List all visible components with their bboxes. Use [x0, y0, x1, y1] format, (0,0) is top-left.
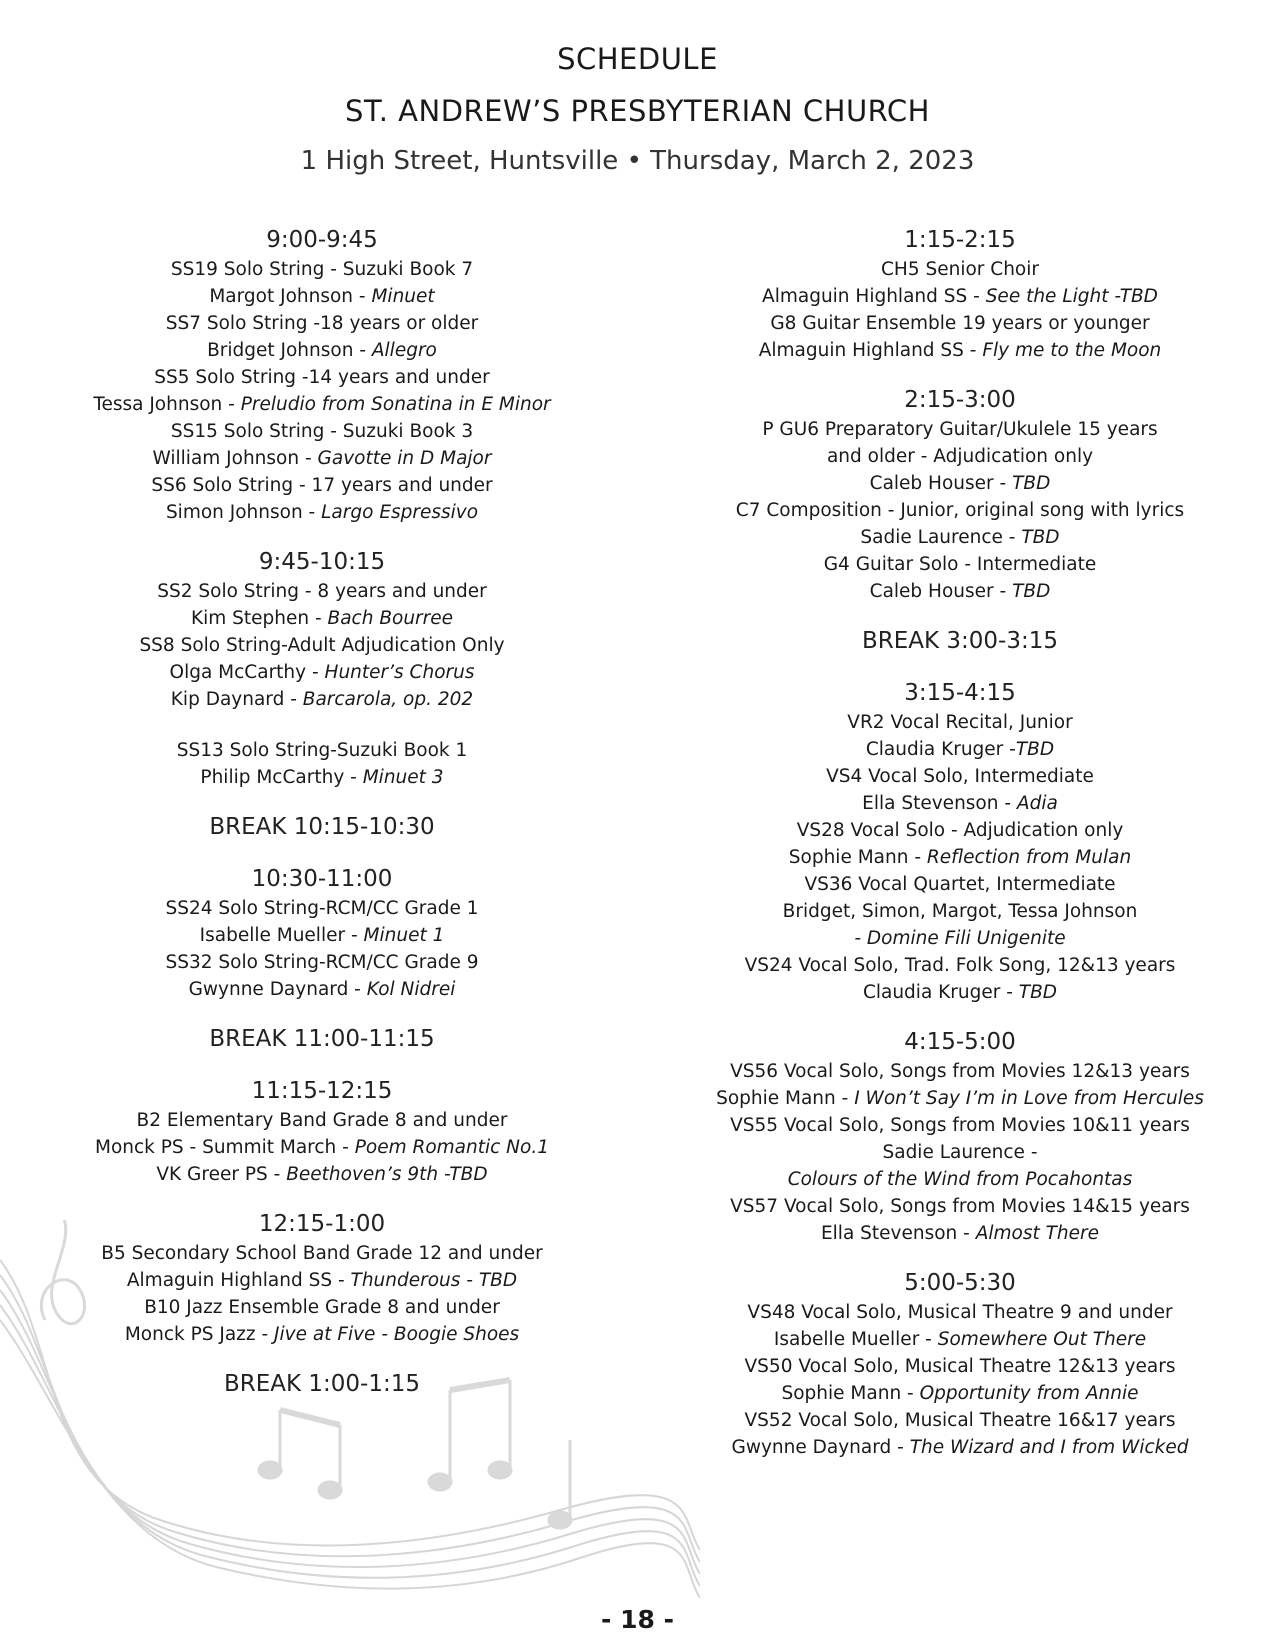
entry-text: Philip McCarthy -: [200, 767, 363, 788]
class-entry: [62, 1294, 582, 1321]
entry-text: SS19 Solo String - Suzuki Book 7: [170, 259, 474, 280]
entry-text: VS56 Vocal Solo, Songs from Movies 12&13 years: [730, 1061, 1190, 1082]
church-name: ST. ANDREW’S PRESBYTERIAN CHURCH: [345, 94, 930, 128]
performer-entry: [700, 1380, 1220, 1407]
time-slot-heading: 9:45-10:15: [258, 549, 386, 575]
performer-entry: [700, 524, 1220, 551]
time-slot-heading: 1:15-2:15: [904, 227, 1016, 253]
entry-text: VS24 Vocal Solo, Trad. Folk Song, 12&13 years: [744, 955, 1176, 976]
entry-text: VR2 Vocal Recital, Junior: [847, 712, 1073, 733]
page-number: - 18 -: [601, 1605, 674, 1634]
time-slot-block: [62, 1075, 582, 1188]
time-slot-block: [700, 677, 1220, 1006]
entry-text: SS6 Solo String - 17 years and under: [151, 475, 493, 496]
class-entry: [62, 256, 582, 283]
performer-entry: [62, 1267, 582, 1294]
entry-text: VS52 Vocal Solo, Musical Theatre 16&17 years: [744, 1410, 1176, 1431]
entry-text: B5 Secondary School Band Grade 12 and under: [101, 1243, 543, 1264]
class-entry: [700, 551, 1220, 578]
entry-text: Sophie Mann -: [781, 1383, 920, 1404]
piece-title: Largo Espressivo: [321, 502, 479, 523]
piece-title: Thunderous - TBD: [350, 1270, 518, 1291]
performer-entry: [62, 337, 582, 364]
class-entry: [700, 763, 1220, 790]
class-entry: [700, 952, 1220, 979]
class-entry: [700, 871, 1220, 898]
entry-text: Isabelle Mueller -: [773, 1329, 938, 1350]
entry-text: Olga McCarthy -: [169, 662, 325, 683]
entry-text: Tessa Johnson -: [93, 394, 241, 415]
class-entry: [700, 817, 1220, 844]
entry-text: G8 Guitar Ensemble 19 years or younger: [770, 313, 1150, 334]
entry-text: William Johnson -: [152, 448, 318, 469]
performer-entry: [700, 925, 1220, 952]
class-entry: [62, 418, 582, 445]
entry-text: Caleb Houser -: [869, 581, 1013, 602]
entry-text: Claudia Kruger -: [862, 982, 1019, 1003]
entry-text: Sophie Mann -: [716, 1088, 855, 1109]
entry-text: B2 Elementary Band Grade 8 and under: [136, 1110, 508, 1131]
performer-entry: [62, 283, 582, 310]
piece-title: Jive at Five - Boogie Shoes: [274, 1324, 520, 1345]
venue-address-date: 1 High Street, Huntsville • Thursday, March 2, 2023: [300, 146, 975, 176]
piece-title: TBD: [1012, 473, 1051, 494]
break-heading: BREAK 11:00-11:15: [209, 1026, 435, 1052]
piece-title: - Domine Fili Unigenite: [854, 928, 1066, 949]
time-slot-block: [700, 224, 1220, 364]
break-heading: BREAK 10:15-10:30: [209, 814, 435, 840]
entry-text: Isabelle Mueller -: [199, 925, 364, 946]
piece-title: Minuet 1: [363, 925, 445, 946]
performer-entry: [62, 445, 582, 472]
performer-entry: [700, 283, 1220, 310]
performer-entry: [62, 391, 582, 418]
entry-text: P GU6 Preparatory Guitar/Ukulele 15 years: [762, 419, 1158, 440]
performer-entry: [700, 979, 1220, 1006]
class-entry: [700, 1407, 1220, 1434]
piece-title: The Wizard and I from Wicked: [909, 1437, 1189, 1458]
schedule-right-column: [700, 224, 1220, 1481]
performer-entry: [700, 844, 1220, 871]
class-entry: [700, 1058, 1220, 1085]
entry-text: Sadie Laurence -: [860, 527, 1022, 548]
class-entry: [62, 578, 582, 605]
entry-text: Gwynne Daynard -: [731, 1437, 910, 1458]
entry-text: Almaguin Highland SS -: [126, 1270, 351, 1291]
class-entry: [700, 497, 1220, 524]
class-entry: [700, 310, 1220, 337]
piece-title: Almost There: [975, 1223, 1100, 1244]
piece-title: TBD: [1018, 982, 1058, 1003]
entry-text: Kip Daynard -: [170, 689, 303, 710]
piece-title: See the Light -TBD: [985, 286, 1158, 307]
class-entry: [700, 1353, 1220, 1380]
time-slot-heading: 3:15-4:15: [904, 680, 1016, 706]
entry-text: Sophie Mann -: [788, 847, 927, 868]
piece-title: Colours of the Wind from Pocahontas: [787, 1169, 1133, 1190]
entry-text: VS57 Vocal Solo, Songs from Movies 14&15 years: [730, 1196, 1190, 1217]
performer-entry: [700, 1166, 1220, 1193]
class-entry: [62, 895, 582, 922]
time-slot-heading: 12:15-1:00: [258, 1211, 386, 1237]
piece-title: Kol Nidrei: [366, 979, 456, 1000]
class-entry: [62, 364, 582, 391]
class-entry: [700, 898, 1220, 925]
break-heading: BREAK 3:00-3:15: [861, 628, 1059, 654]
performer-entry: [700, 1434, 1220, 1461]
entry-text: Bridget Johnson -: [207, 340, 372, 361]
performer-entry: [62, 686, 582, 713]
time-slot-block: [62, 737, 582, 791]
time-slot-block: [62, 863, 582, 1003]
entry-text: CH5 Senior Choir: [881, 259, 1039, 280]
piece-title: Fly me to the Moon: [982, 340, 1162, 361]
class-entry: [700, 416, 1220, 443]
performer-entry: [700, 578, 1220, 605]
page-title: SCHEDULE: [557, 42, 718, 76]
performer-entry: [62, 922, 582, 949]
entry-text: Sadie Laurence -: [882, 1142, 1038, 1163]
time-slot-block: [62, 546, 582, 713]
schedule-left-column: [62, 224, 582, 1420]
piece-title: Somewhere Out There: [937, 1329, 1147, 1350]
class-entry: [62, 737, 582, 764]
piece-title: Minuet 3: [362, 767, 444, 788]
entry-text: Bridget, Simon, Margot, Tessa Johnson: [782, 901, 1138, 922]
entry-text: VS4 Vocal Solo, Intermediate: [826, 766, 1094, 787]
class-entry: [700, 1139, 1220, 1166]
piece-title: TBD: [1021, 527, 1060, 548]
entry-text: SS15 Solo String - Suzuki Book 3: [170, 421, 474, 442]
time-slot-heading: 10:30-11:00: [251, 866, 393, 892]
entry-text: SS32 Solo String-RCM/CC Grade 9: [165, 952, 479, 973]
class-entry: [700, 443, 1220, 470]
entry-text: VK Greer PS -: [156, 1164, 287, 1185]
piece-title: Gavotte in D Major: [317, 448, 492, 469]
piece-title: Hunter’s Chorus: [324, 662, 475, 683]
piece-title: Opportunity from Annie: [919, 1383, 1139, 1404]
entry-text: Ella Stevenson -: [820, 1223, 976, 1244]
performer-entry: [62, 976, 582, 1003]
class-entry: [62, 949, 582, 976]
time-slot-heading: 11:15-12:15: [251, 1078, 393, 1104]
entry-text: Claudia Kruger -: [865, 739, 1016, 760]
performer-entry: [700, 1326, 1220, 1353]
entry-text: Margot Johnson -: [209, 286, 372, 307]
entry-text: G4 Guitar Solo - Intermediate: [823, 554, 1097, 575]
piece-title: I Won’t Say I’m in Love from Hercules: [854, 1088, 1204, 1109]
entry-text: SS7 Solo String -18 years or older: [165, 313, 479, 334]
piece-title: Adia: [1016, 793, 1058, 814]
piece-title: Bach Bourree: [327, 608, 454, 629]
piece-title: Reflection from Mulan: [926, 847, 1132, 868]
performer-entry: [700, 736, 1220, 763]
performer-entry: [700, 1220, 1220, 1247]
time-slot-block: [700, 1267, 1220, 1461]
entry-text: SS2 Solo String - 8 years and under: [157, 581, 487, 602]
time-slot-block: [700, 1026, 1220, 1247]
performer-entry: [700, 337, 1220, 364]
class-entry: [700, 1299, 1220, 1326]
entry-text: VS36 Vocal Quartet, Intermediate: [804, 874, 1116, 895]
class-entry: [62, 1107, 582, 1134]
entry-text: SS13 Solo String-Suzuki Book 1: [176, 740, 468, 761]
entry-text: VS55 Vocal Solo, Songs from Movies 10&11 years: [730, 1115, 1190, 1136]
entry-text: Monck PS Jazz -: [124, 1324, 275, 1345]
class-entry: [700, 256, 1220, 283]
piece-title: TBD: [1012, 581, 1051, 602]
time-slot-block: [62, 224, 582, 526]
entry-text: VS28 Vocal Solo - Adjudication only: [796, 820, 1124, 841]
performer-entry: [700, 1085, 1220, 1112]
performer-entry: [62, 764, 582, 791]
time-slot-heading: 9:00-9:45: [266, 227, 378, 253]
entry-text: Monck PS - Summit March -: [94, 1137, 355, 1158]
performer-entry: [62, 1134, 582, 1161]
page-header: [0, 38, 1275, 180]
performer-entry: [62, 605, 582, 632]
entry-text: Caleb Houser -: [869, 473, 1013, 494]
performer-entry: [62, 659, 582, 686]
entry-text: Ella Stevenson -: [862, 793, 1017, 814]
piece-title: Minuet: [371, 286, 435, 307]
performer-entry: [700, 470, 1220, 497]
time-slot-heading: 2:15-3:00: [904, 387, 1016, 413]
entry-text: SS24 Solo String-RCM/CC Grade 1: [165, 898, 479, 919]
piece-title: Barcarola, op. 202: [302, 689, 474, 710]
entry-text: Almaguin Highland SS -: [758, 340, 983, 361]
entry-text: VS50 Vocal Solo, Musical Theatre 12&13 years: [744, 1356, 1176, 1377]
class-entry: [62, 472, 582, 499]
piece-title: Allegro: [371, 340, 437, 361]
piece-title: Preludio from Sonatina in E Minor: [240, 394, 551, 415]
entry-text: SS5 Solo String -14 years and under: [154, 367, 490, 388]
performer-entry: [62, 1321, 582, 1348]
class-entry: [700, 709, 1220, 736]
entry-text: Gwynne Daynard -: [188, 979, 367, 1000]
time-slot-block: [62, 1208, 582, 1348]
performer-entry: [62, 499, 582, 526]
entry-text: VS48 Vocal Solo, Musical Theatre 9 and under: [747, 1302, 1173, 1323]
entry-text: Kim Stephen -: [190, 608, 328, 629]
class-entry: [700, 1193, 1220, 1220]
time-slot-block: [700, 384, 1220, 605]
piece-title: Beethoven’s 9th -TBD: [286, 1164, 488, 1185]
class-entry: [62, 1240, 582, 1267]
time-slot-heading: 5:00-5:30: [904, 1270, 1016, 1296]
performer-entry: [62, 1161, 582, 1188]
entry-text: Almaguin Highland SS -: [762, 286, 986, 307]
class-entry: [62, 632, 582, 659]
class-entry: [700, 1112, 1220, 1139]
entry-text: SS8 Solo String-Adult Adjudication Only: [139, 635, 505, 656]
class-entry: [62, 310, 582, 337]
entry-text: Simon Johnson -: [165, 502, 322, 523]
time-slot-heading: 4:15-5:00: [904, 1029, 1016, 1055]
entry-text: and older - Adjudication only: [826, 446, 1094, 467]
performer-entry: [700, 790, 1220, 817]
entry-text: C7 Composition - Junior, original song with lyrics: [735, 500, 1185, 521]
piece-title: TBD: [1015, 739, 1055, 760]
break-heading: BREAK 1:00-1:15: [223, 1371, 421, 1397]
piece-title: Poem Romantic No.1: [354, 1137, 549, 1158]
entry-text: B10 Jazz Ensemble Grade 8 and under: [144, 1297, 500, 1318]
